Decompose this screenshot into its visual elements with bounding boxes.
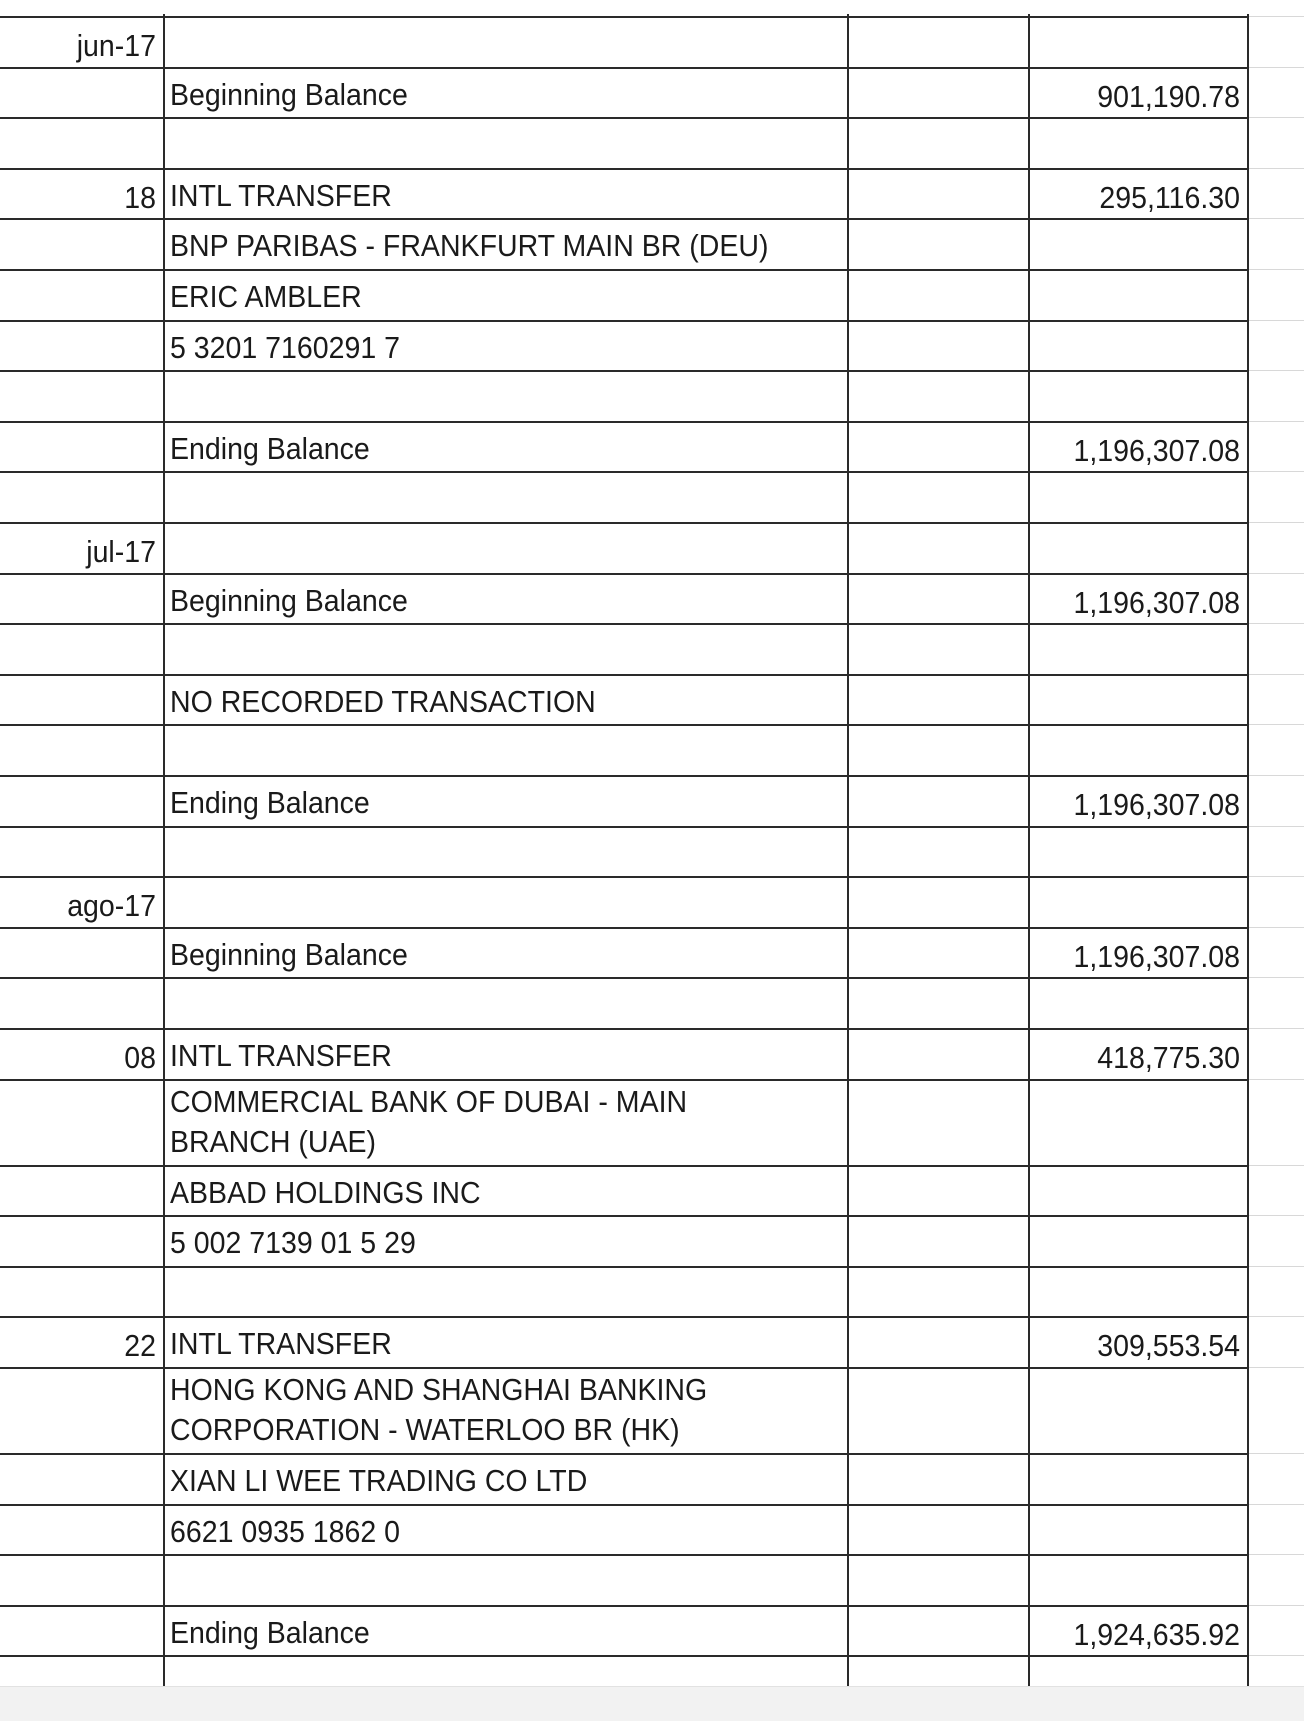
row-border	[0, 826, 1249, 828]
amount-cell: 1,196,307.08	[1073, 938, 1240, 974]
description-cell: Ending Balance	[170, 785, 370, 820]
amount-cell: 418,775.30	[1097, 1040, 1240, 1075]
date-cell: jul-17	[86, 534, 156, 569]
row-border	[0, 623, 1249, 625]
grid-line	[1249, 977, 1304, 978]
column-border	[1028, 14, 1030, 1686]
description-cell: 5 3201 7160291 7	[170, 329, 400, 365]
grid-line	[1249, 724, 1304, 725]
amount-cell: 1,196,307.08	[1073, 432, 1240, 468]
row-border	[0, 927, 1249, 929]
description-cell: Beginning Balance	[170, 936, 408, 972]
grid-line	[1249, 117, 1304, 118]
grid-line	[1249, 1504, 1304, 1505]
description-cell: INTL TRANSFER	[170, 1038, 392, 1073]
grid-line	[1249, 168, 1304, 169]
row-border	[0, 1215, 1249, 1217]
description-cell: 5 002 7139 01 5 29	[170, 1225, 416, 1261]
grid-line	[1249, 573, 1304, 574]
row-border	[0, 1655, 1249, 1657]
grid-line	[1249, 775, 1304, 776]
description-cell: Beginning Balance	[170, 582, 408, 618]
description-cell-line2: CORPORATION - WATERLOO BR (HK)	[170, 1412, 680, 1447]
row-border	[0, 522, 1249, 524]
row-border	[0, 573, 1249, 575]
date-cell: ago-17	[67, 888, 156, 924]
description-cell: INTL TRANSFER	[170, 1326, 392, 1362]
row-border	[0, 674, 1249, 676]
grid-line	[1249, 421, 1304, 422]
date-cell: 22	[124, 1328, 156, 1364]
grid-line	[1249, 269, 1304, 270]
description-cell: ERIC AMBLER	[170, 279, 362, 314]
row-border	[0, 421, 1249, 423]
description-cell-line2: BRANCH (UAE)	[170, 1123, 376, 1159]
grid-line	[1249, 67, 1304, 68]
description-cell: Ending Balance	[170, 1614, 370, 1650]
row-border	[0, 1028, 1249, 1030]
row-border	[0, 471, 1249, 473]
date-cell: jun-17	[76, 28, 156, 63]
row-border	[0, 1605, 1249, 1607]
grid-line	[1249, 218, 1304, 219]
grid-line	[1249, 1215, 1304, 1216]
column-border	[163, 14, 165, 1686]
grid-line	[1249, 623, 1304, 624]
description-cell: NO RECORDED TRANSACTION	[170, 683, 596, 719]
row-border	[0, 218, 1249, 220]
description-cell: BNP PARIBAS - FRANKFURT MAIN BR (DEU)	[170, 228, 769, 264]
amount-cell: 1,196,307.08	[1073, 584, 1240, 620]
amount-cell: 309,553.54	[1097, 1328, 1240, 1364]
description-cell: HONG KONG AND SHANGHAI BANKING	[170, 1372, 708, 1407]
date-cell: 08	[124, 1040, 156, 1075]
row-border	[0, 370, 1249, 372]
description-cell: INTL TRANSFER	[170, 177, 392, 213]
grid-line	[1249, 927, 1304, 928]
grid-line	[1249, 1453, 1304, 1454]
grid-line	[1249, 320, 1304, 321]
grid-line	[1249, 1266, 1304, 1267]
row-border	[0, 1079, 1249, 1081]
grid-line	[1249, 1655, 1304, 1656]
grid-line	[1249, 1079, 1304, 1080]
column-border	[1247, 14, 1249, 1686]
grid-line	[1249, 370, 1304, 371]
row-border	[0, 775, 1249, 777]
row-border	[0, 168, 1249, 170]
row-border	[0, 1266, 1249, 1268]
row-border	[0, 117, 1249, 119]
row-border	[0, 320, 1249, 322]
amount-cell: 295,116.30	[1099, 179, 1240, 215]
grid-line	[1249, 876, 1304, 877]
row-border	[0, 724, 1249, 726]
grid-line	[1249, 522, 1304, 523]
grid-line	[1249, 1554, 1304, 1555]
description-cell: COMMERCIAL BANK OF DUBAI - MAIN	[170, 1083, 688, 1119]
grid-line	[1249, 1605, 1304, 1606]
grid-line	[1249, 1367, 1304, 1368]
grid-line	[1249, 1165, 1304, 1166]
row-border	[0, 1165, 1249, 1167]
row-border	[0, 1453, 1249, 1455]
description-cell: XIAN LI WEE TRADING CO LTD	[170, 1463, 588, 1498]
row-border	[0, 1367, 1249, 1369]
date-cell: 18	[124, 179, 156, 215]
amount-cell: 901,190.78	[1097, 78, 1240, 114]
row-border	[0, 269, 1249, 271]
grid-line	[1249, 471, 1304, 472]
description-cell: Beginning Balance	[170, 76, 408, 112]
row-border	[0, 1316, 1249, 1318]
row-border	[0, 67, 1249, 69]
amount-cell: 1,924,635.92	[1073, 1616, 1240, 1652]
grid-line	[1249, 674, 1304, 675]
row-border	[0, 977, 1249, 979]
row-border	[0, 876, 1249, 878]
row-border	[0, 16, 1249, 18]
description-cell: ABBAD HOLDINGS INC	[170, 1174, 481, 1210]
row-border	[0, 1504, 1249, 1506]
column-border	[847, 14, 849, 1686]
grid-line	[1249, 1316, 1304, 1317]
description-cell: Ending Balance	[170, 430, 370, 466]
bottom-scroll-area	[0, 1686, 1304, 1721]
description-cell: 6621 0935 1862 0	[170, 1513, 400, 1549]
row-border	[0, 1554, 1249, 1556]
grid-line	[1249, 826, 1304, 827]
amount-cell: 1,196,307.08	[1073, 787, 1240, 822]
grid-line	[1249, 16, 1304, 17]
grid-line	[1249, 1028, 1304, 1029]
